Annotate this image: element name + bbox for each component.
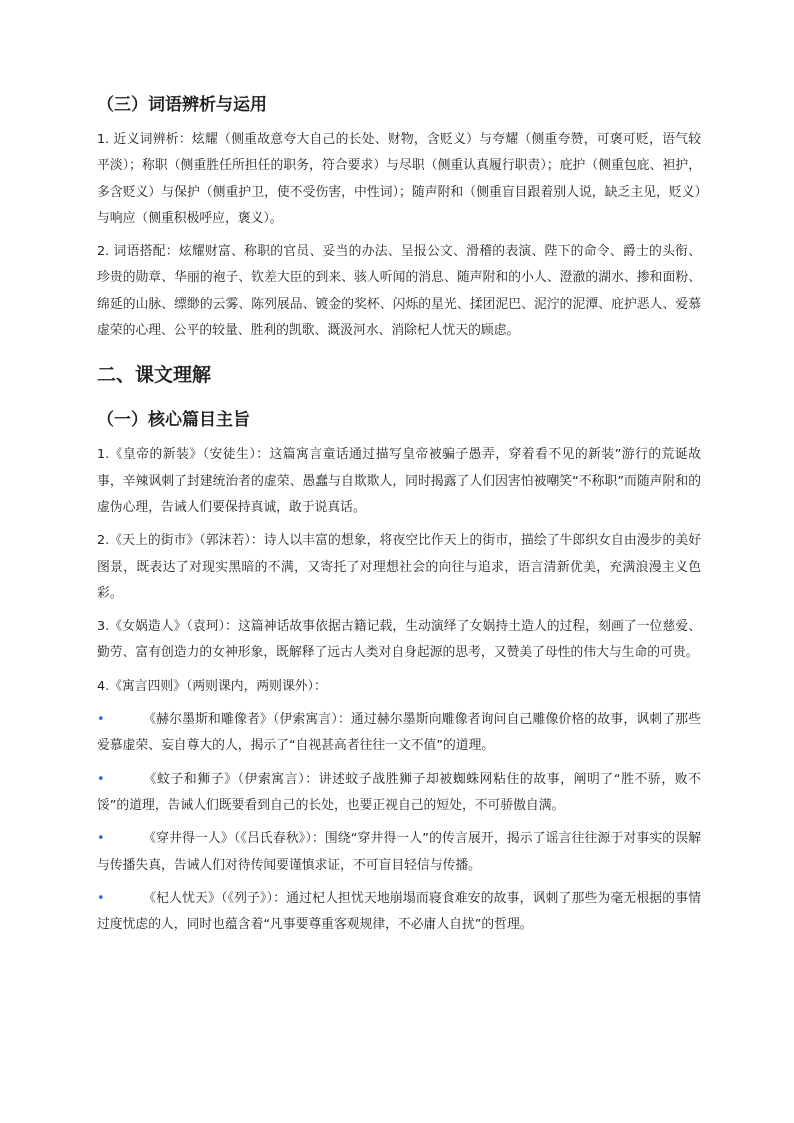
list-item-text: 《穿井得一人》（《吕氏春秋》）：围绕“穿井得一人”的传言展开，揭示了谣言往往源于对事实的误解与传播失真，告诫人们对待传闻要谨慎求证，不可盲目轻信与传播。: [97, 831, 701, 873]
list-item: [97, 707, 701, 760]
bullet-icon: •: [97, 831, 105, 847]
paragraph-nuwa: 3.《女娲造人》（袁珂）：这篇神话故事依据古籍记载，生动演绎了女娲持土造人的过程，刻画了一位慈爱、勤劳、富有创造力的女神形象，既解释了远古人类对自身起源的思考，又赞美了母性的伟大与生命的可贵。: [97, 619, 701, 661]
paragraph-collocations: 2. 词语搭配：炫耀财富、称职的官员、妥当的办法、呈报公文、滑稽的表演、陛下的命令、爵士的头衔、珍贵的勋章、华丽的袍子、钦差大臣的到来、骇人听闻的消息、随声附和的小人、澄澈的湖水、掺和面粉、绵延的山脉、缥缈的云雾、陈列展品、镀金的奖杯、闪烁的星光、揉团泥巴、泥泞的泥潭、庇护恶人、爱慕虚荣的心理、公平的较量、胜利的凯歌、溉汲河水、消除杞人忧天的顾虑。: [97, 244, 701, 339]
list-item-text: 《赫尔墨斯和雕像者》（伊索寓言）：通过赫尔墨斯向雕像者询问自己雕像价格的故事，讽刺了那些爱慕虚荣、妄自尊大的人，揭示了“自视甚高者往往一文不值”的道理。: [97, 712, 701, 754]
list-item-text: 《蚊子和狮子》（伊索寓言）：讲述蚊子战胜狮子却被蜘蛛网粘住的故事，阐明了“胜不骄，败不馁”的道理，告诫人们既要看到自己的长处，也要正视自己的短处，不可骄傲自满。: [97, 771, 701, 813]
paragraph-synonyms: 1. 近义词辨析：炫耀（侧重故意夸大自己的长处、财物，含贬义）与夸耀（侧重夸赞，可褒可贬，语气较平淡）；称职（侧重胜任所担任的职务，符合要求）与尽职（侧重认真履行职责）；庇护（侧重包庇、袒护，多含贬义）与保护（侧重护卫，使不受伤害，中性词）；随声附和（侧重盲目跟着别人说，缺乏主见，贬义）与响应（侧重积极呼应，褒义）。: [97, 132, 701, 226]
paragraph-street-in-sky: 2.《天上的街市》（郭沫若）：诗人以丰富的想象，将夜空比作天上的街市，描绘了牛郎织女自由漫步的美好图景，既表达了对现实黑暗的不满，又寄托了对理想社会的向往与追求，语言清新优美，充满浪漫主义色彩。: [97, 533, 701, 601]
subsection-heading-themes: （一）核心篇目主旨: [97, 410, 250, 431]
section-heading-understanding: 二、课文理解: [97, 364, 212, 387]
list-item-text: 《杞人忧天》（《列子》）：通过杞人担忧天地崩塌而寝食难安的故事，讽刺了那些为毫无根据的事情过度忧虑的人，同时也蕴含着“凡事要尊重客观规律，不必庸人自扰”的哲理。: [97, 890, 701, 933]
list-item: [97, 767, 701, 820]
bullet-icon: •: [97, 771, 105, 787]
list-item: [97, 886, 701, 939]
list-item: [97, 826, 701, 879]
paragraph-four-fables: 4.《寓言四则》（两则课内，两则课外）：: [97, 678, 327, 694]
bullet-icon: •: [97, 890, 105, 906]
paragraph-emperor-new-clothes: 1.《皇帝的新装》（安徒生）：这篇寓言童话通过描写皇帝被骗子愚弄，穿着看不见的新装”游行的荒诞故事，辛辣讽刺了封建统治者的虚荣、愚蠢与自欺欺人，同时揭露了人们因害怕被嘲笑“不称职”而随声附和的虚伪心理，告诫人们要保持真诚，敢于说真话。: [97, 447, 701, 515]
document-content: [97, 92, 701, 938]
bullet-icon: •: [97, 712, 105, 728]
section-heading-vocab: （三）词语辨析与运用: [97, 95, 267, 115]
